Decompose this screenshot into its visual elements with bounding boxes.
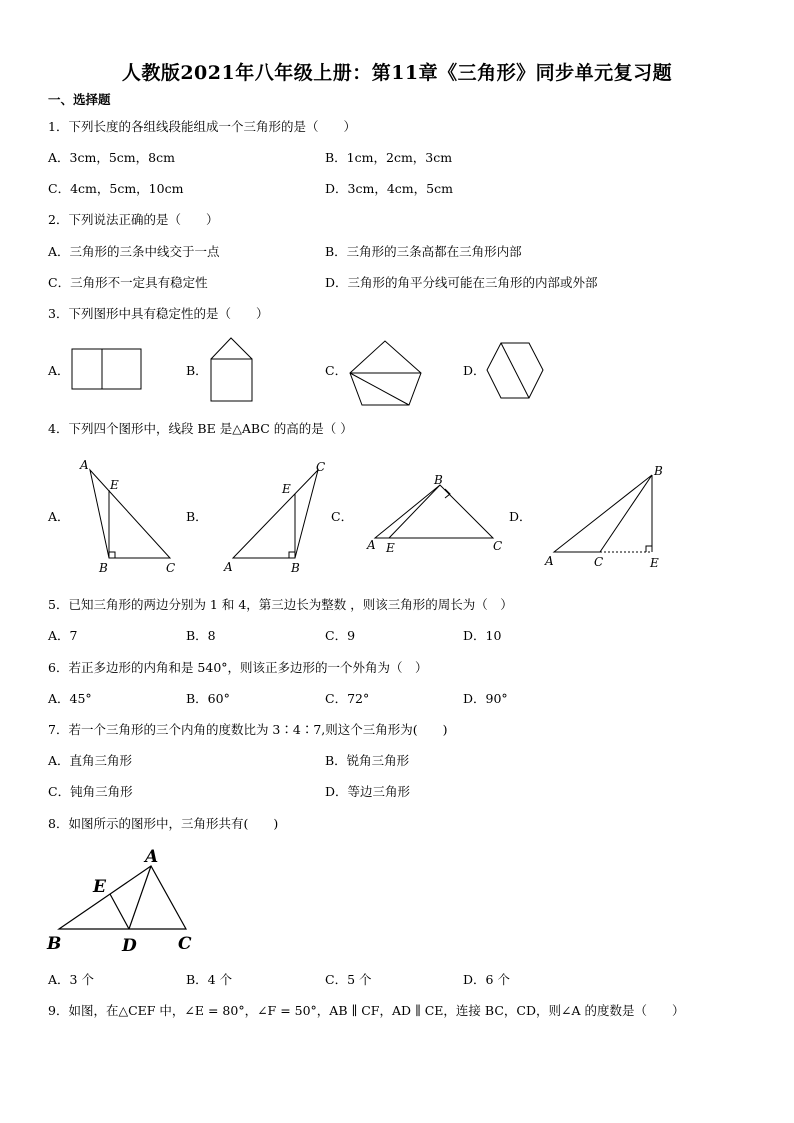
q8-segment-ed bbox=[110, 894, 129, 929]
question-8-option-a[interactable]: A．3 个 bbox=[48, 972, 94, 987]
question-5-stem: 5．已知三角形的两边分别为 1 和 4，第三边长为整数 ，则该三角形的周长为（ ） bbox=[48, 597, 513, 612]
q4c-label-c: C bbox=[493, 539, 503, 553]
q4a-label-b: B bbox=[99, 561, 108, 575]
question-4-option-c[interactable]: C． bbox=[331, 509, 354, 524]
question-3-option-d[interactable]: D． bbox=[463, 363, 486, 378]
question-7-option-d[interactable]: D．等边三角形 bbox=[325, 784, 411, 799]
question-6-option-c[interactable]: C．72° bbox=[325, 691, 370, 706]
q4d-label-c: C bbox=[594, 555, 604, 569]
question-8-option-b[interactable]: B．4 个 bbox=[186, 972, 233, 987]
q8-label-b: B bbox=[47, 934, 62, 954]
q8-triangle-abc bbox=[59, 866, 186, 929]
q4c-label-e: E bbox=[386, 541, 395, 555]
question-5-option-c[interactable]: C．9 bbox=[325, 628, 356, 643]
q4b-label-c: C bbox=[316, 460, 326, 474]
q4a-label-a: A bbox=[80, 458, 89, 472]
question-2-stem: 2．下列说法正确的是（ ） bbox=[48, 212, 219, 227]
question-3-option-a[interactable]: A． bbox=[48, 363, 70, 378]
question-5-option-d[interactable]: D．10 bbox=[463, 628, 502, 643]
q4c-label-b: B bbox=[434, 473, 443, 487]
question-5-option-a[interactable]: A．7 bbox=[48, 628, 78, 643]
question-7-stem: 7．若一个三角形的三个内角的度数比为 3∶4∶7,则这个三角形为( ) bbox=[48, 722, 448, 737]
q4d-label-e: E bbox=[650, 556, 659, 570]
q4d-label-a: A bbox=[545, 554, 554, 568]
question-2-option-c[interactable]: C．三角形不一定具有稳定性 bbox=[48, 275, 208, 290]
question-3-option-c[interactable]: C． bbox=[325, 363, 348, 378]
question-8-option-c[interactable]: C．5 个 bbox=[325, 972, 372, 987]
question-4-option-d[interactable]: D． bbox=[509, 509, 532, 524]
q4d-label-b: B bbox=[654, 464, 663, 478]
page-title: 人教版2021年八年级上册：第11章《三角形》同步单元复习题 bbox=[121, 62, 673, 84]
question-5-option-b[interactable]: B．8 bbox=[186, 628, 216, 643]
question-9-stem: 9．如图，在△CEF 中，∠E = 80°，∠F = 50°，AB ∥ CF，AD ∥ CE，连接 BC，CD，则∠A 的度数是（ ） bbox=[48, 1003, 685, 1018]
question-1-option-d[interactable]: D．3cm，4cm，5cm bbox=[325, 181, 453, 196]
question-4-option-b[interactable]: B． bbox=[186, 509, 208, 524]
q4b-label-a: A bbox=[224, 560, 233, 574]
q4c-label-a: A bbox=[367, 538, 376, 552]
question-6-stem: 6．若正多边形的内角和是 540°，则该正多边形的一个外角为（ ） bbox=[48, 660, 428, 675]
question-2-option-b[interactable]: B．三角形的三条高都在三角形内部 bbox=[325, 244, 522, 259]
question-1-stem: 1．下列长度的各组线段能组成一个三角形的是（ ） bbox=[48, 119, 356, 134]
question-2-option-a[interactable]: A．三角形的三条中线交于一点 bbox=[48, 244, 220, 259]
question-7-option-b[interactable]: B．锐角三角形 bbox=[325, 753, 410, 768]
q8-label-a: A bbox=[145, 847, 159, 867]
question-6-option-d[interactable]: D．90° bbox=[463, 691, 508, 706]
question-1-option-a[interactable]: A．3cm，5cm，8cm bbox=[48, 150, 175, 165]
q4a-label-c: C bbox=[166, 561, 176, 575]
question-7-option-a[interactable]: A．直角三角形 bbox=[48, 753, 133, 768]
question-2-option-d[interactable]: D．三角形的角平分线可能在三角形的内部或外部 bbox=[325, 275, 598, 290]
q8-label-d: D bbox=[122, 936, 137, 956]
q4b-label-e: E bbox=[282, 482, 291, 496]
question-3-option-b[interactable]: B． bbox=[186, 363, 208, 378]
q4a-label-e: E bbox=[110, 478, 119, 492]
q8-segment-ad bbox=[129, 866, 151, 929]
question-6-option-b[interactable]: B．60° bbox=[186, 691, 230, 706]
q8-label-c: C bbox=[178, 934, 192, 954]
question-4-stem: 4．下列四个图形中，线段 BE 是△ABC 的高的是（ ） bbox=[48, 421, 353, 436]
question-1-option-c[interactable]: C．4cm，5cm，10cm bbox=[48, 181, 184, 196]
question-1-option-b[interactable]: B．1cm，2cm，3cm bbox=[325, 150, 453, 165]
question-3-stem: 3．下列图形中具有稳定性的是（ ） bbox=[48, 306, 269, 321]
q8-label-e: E bbox=[93, 877, 106, 897]
q4b-label-b: B bbox=[291, 561, 300, 575]
question-8-option-d[interactable]: D．6 个 bbox=[463, 972, 510, 987]
question-4-option-a[interactable]: A． bbox=[48, 509, 70, 524]
question-8-stem: 8．如图所示的图形中，三角形共有( ) bbox=[48, 816, 279, 831]
section-heading: 一、选择题 bbox=[48, 92, 111, 107]
question-6-option-a[interactable]: A．45° bbox=[48, 691, 92, 706]
question-7-option-c[interactable]: C．钝角三角形 bbox=[48, 784, 133, 799]
